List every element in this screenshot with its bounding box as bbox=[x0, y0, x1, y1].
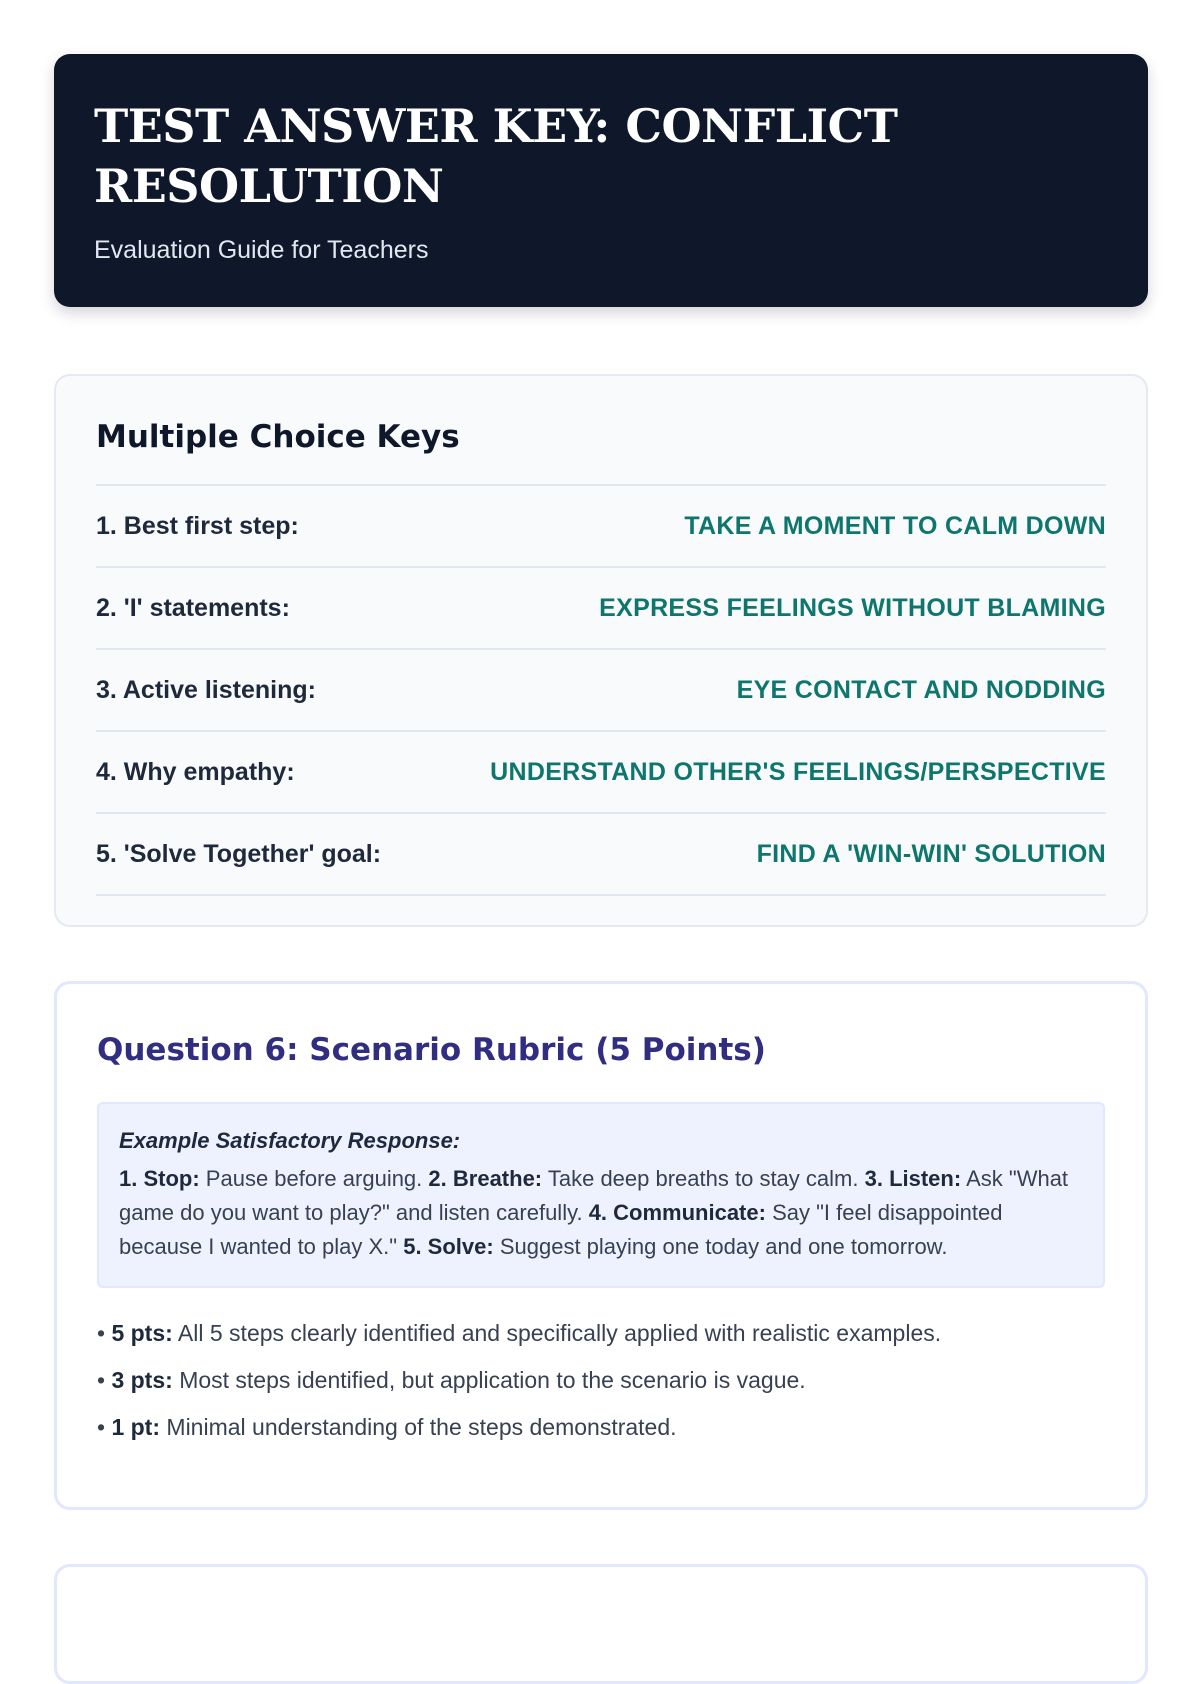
page-title: TEST ANSWER KEY: CONFLICT RESOLUTION bbox=[94, 99, 898, 213]
step-label: 4. Communicate: bbox=[588, 1200, 766, 1225]
question-label: 2. 'I' statements: bbox=[96, 593, 290, 622]
points-label: 3 pts: bbox=[111, 1367, 173, 1393]
step-label: 5. Solve: bbox=[403, 1234, 494, 1259]
multiple-choice-card bbox=[54, 374, 1148, 927]
answer-row bbox=[96, 568, 1106, 650]
rubric-title: Question 6: Scenario Rubric (5 Points) bbox=[97, 1032, 766, 1068]
example-response-text bbox=[119, 1162, 1083, 1264]
bullet: • bbox=[97, 1367, 106, 1393]
criterion-text: Minimal understanding of the steps demonstrated. bbox=[166, 1414, 677, 1440]
answer-row bbox=[96, 650, 1106, 732]
step-text: Take deep breaths to stay calm. bbox=[547, 1166, 859, 1191]
answer-value: FIND A 'WIN-WIN' SOLUTION bbox=[756, 839, 1106, 868]
rubric-criterion bbox=[97, 1410, 1105, 1457]
question-label: 5. 'Solve Together' goal: bbox=[96, 839, 382, 868]
answer-value: EYE CONTACT AND NODDING bbox=[736, 675, 1106, 704]
answer-row bbox=[96, 732, 1106, 814]
step-label: 3. Listen: bbox=[864, 1166, 962, 1191]
example-response-box bbox=[97, 1102, 1105, 1288]
step-label: 2. Breathe: bbox=[428, 1166, 543, 1191]
step-label: 1. Stop: bbox=[119, 1166, 200, 1191]
bullet: • bbox=[97, 1414, 106, 1440]
header-banner bbox=[54, 54, 1148, 307]
answer-value: EXPRESS FEELINGS WITHOUT BLAMING bbox=[599, 593, 1106, 622]
question-label: 4. Why empathy: bbox=[96, 757, 295, 786]
page-subtitle: Evaluation Guide for Teachers bbox=[94, 236, 429, 264]
step-text: Say "I feel disappointed because I wanted to play X." bbox=[119, 1200, 1003, 1259]
step-text: Suggest playing one today and one tomorrow. bbox=[499, 1234, 948, 1259]
points-label: 5 pts: bbox=[111, 1320, 173, 1346]
multiple-choice-title: Multiple Choice Keys bbox=[96, 376, 1106, 486]
rubric-card bbox=[54, 981, 1148, 1510]
answer-value: UNDERSTAND OTHER'S FEELINGS/PERSPECTIVE bbox=[490, 757, 1106, 786]
answer-value: TAKE A MOMENT TO CALM DOWN bbox=[684, 511, 1106, 540]
example-heading: Example Satisfactory Response: bbox=[119, 1128, 461, 1153]
criterion-text: Most steps identified, but application to the scenario is vague. bbox=[179, 1367, 806, 1393]
step-text: Pause before arguing. bbox=[205, 1166, 423, 1191]
question-label: 1. Best first step: bbox=[96, 511, 299, 540]
rubric-criterion bbox=[97, 1363, 1105, 1410]
question-label: 3. Active listening: bbox=[96, 675, 316, 704]
rubric-criterion bbox=[97, 1316, 1105, 1363]
answer-row bbox=[96, 814, 1106, 896]
rubric-criteria-list bbox=[97, 1316, 1105, 1457]
answer-row bbox=[96, 486, 1106, 568]
points-label: 1 pt: bbox=[111, 1414, 161, 1440]
step-text: Ask "What game do you want to play?" and listen carefully. bbox=[119, 1166, 1069, 1225]
criterion-text: All 5 steps clearly identified and specifically applied with realistic examples. bbox=[177, 1320, 942, 1346]
next-section-card bbox=[54, 1564, 1148, 1684]
bullet: • bbox=[97, 1320, 106, 1346]
